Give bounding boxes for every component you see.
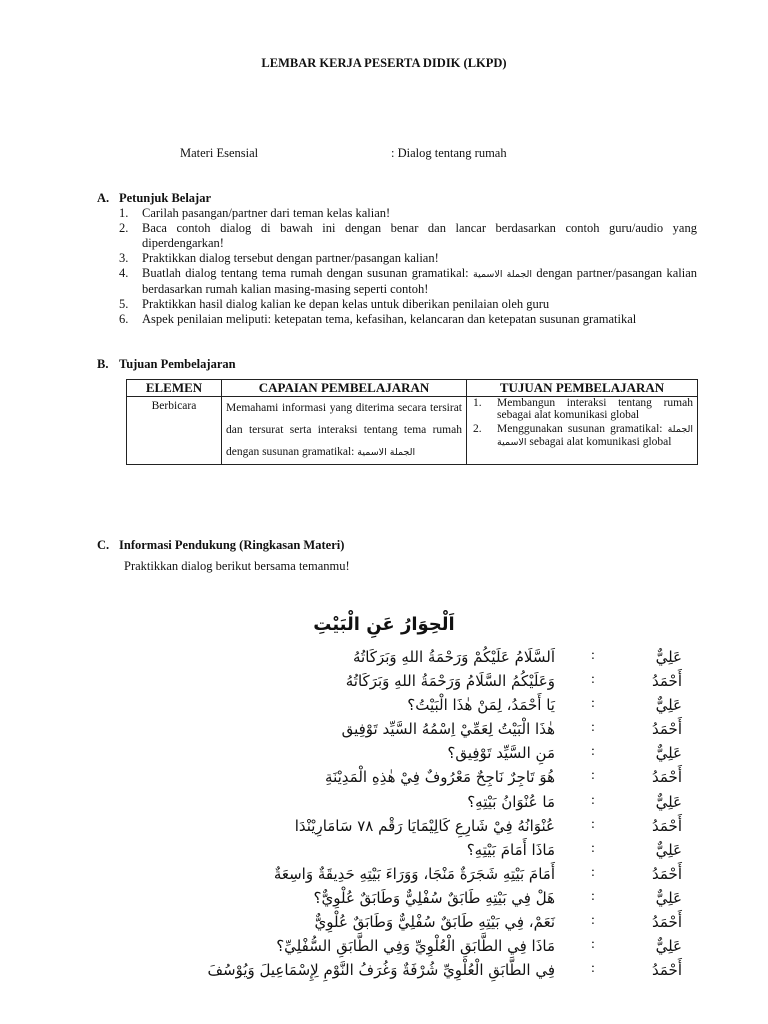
dialog-colon: : <box>591 696 595 712</box>
dialog-text: اَلسَّلَامُ عَلَيْكُمْ وَرَحْمَةُ اللهِ وَبَرَكَاتُهُ <box>353 648 555 666</box>
item-text: Aspek penilaian meliputi: ketepatan tema, kefasihan, kelancaran dan ketepatan susunan gramatikal <box>142 312 637 326</box>
item-text: Baca contoh dialog di bawah ini dengan benar dan lancar berdasarkan contoh guru/audio yang diperdengarkan! <box>142 221 697 250</box>
item-text: Praktikkan dialog tersebut dengan partner/pasangan kalian! <box>142 251 439 265</box>
dialog-text: مَا عُنْوَانُ بَيْتِهِ؟ <box>467 792 555 811</box>
dialog-colon: : <box>591 720 595 736</box>
dialog-row <box>0 648 768 672</box>
dialog-speaker: عَلِيٌّ <box>655 888 682 907</box>
dialog-speaker: عَلِيٌّ <box>655 696 682 715</box>
item-number: 6. <box>119 312 129 326</box>
section-b-heading <box>97 357 236 372</box>
tujuan-list <box>471 397 693 449</box>
dialog-colon: : <box>591 840 595 856</box>
dialog-text: أَمَامَ بَيْتِهِ شَجَرَةٌ مَنْجَا، وَوَرَاءَ بَيْتِهِ حَدِيقَةٌ وَاسِعَةٌ <box>273 864 555 883</box>
dialog-text: هٰذَا الْبَيْتُ لِعَمِّيْ اِسْمُهُ السَّيِّد تَوْفِيق <box>341 720 555 739</box>
dialog-colon: : <box>591 888 595 904</box>
section-c-heading <box>97 538 344 553</box>
dialog-text: مَاذَا أَمَامَ بَيْتِهِ؟ <box>466 840 555 859</box>
list-item <box>471 397 693 421</box>
item-text-before: Buatlah dialog tentang tema rumah dengan susunan gramatikal: <box>142 266 469 280</box>
dialog-speaker: أَحْمَدُ <box>652 864 682 883</box>
item-number: 1. <box>119 206 129 220</box>
section-letter: C. <box>97 538 110 552</box>
section-title: Informasi Pendukung (Ringkasan Materi) <box>119 538 345 552</box>
header-capaian: CAPAIAN PEMBELAJARAN <box>222 380 467 397</box>
item-number: 2. <box>119 221 129 235</box>
dialog-text: عُنْوَانُهُ فِيْ شَارِعِ كَالِيْمَايَا رَقْم ٧٨ سَامَارِيْنْدَا <box>294 816 555 835</box>
materi-value: : Dialog tentang rumah <box>391 146 507 160</box>
dialog-colon: : <box>591 792 595 808</box>
capaian-text: Memahami informasi yang diterima secara tersirat dan tersurat serta interaksi tentang tema rumah dengan susunan gramatikal: <box>226 402 462 458</box>
table-row <box>127 397 698 465</box>
item-number: 5. <box>119 297 129 311</box>
materi-label: Materi Esensial <box>180 146 259 160</box>
item-text-after: sebagai alat komunikasi global <box>529 436 672 448</box>
dialog-speaker: أَحْمَدُ <box>652 913 682 932</box>
dialog-lines <box>0 648 768 985</box>
dialog-speaker: أَحْمَدُ <box>652 816 682 835</box>
dialog-colon: : <box>591 864 595 880</box>
list-item <box>119 251 697 266</box>
arabic-term: الجملة الاسمية <box>497 424 693 448</box>
dialog-speaker: عَلِيٌّ <box>655 648 682 666</box>
dialog-speaker: أَحْمَدُ <box>652 720 682 739</box>
cell-tujuan <box>467 397 698 465</box>
dialog-speaker: أَحْمَدُ <box>652 672 682 691</box>
dialog-row <box>0 961 768 985</box>
practice-instruction: Praktikkan dialog berikut bersama temanmu! <box>124 559 350 573</box>
dialog-row <box>0 672 768 696</box>
dialog-speaker: عَلِيٌّ <box>655 744 682 763</box>
dialog-speaker: أَحْمَدُ <box>652 961 682 980</box>
dialog-text: فِي الطَّابَقِ الْعُلْوِيِّ شُرْفَةٌ وَغُرَفُ النَّوْمِ لِإِسْمَاعِيلَ وَيُوْسُفَ <box>207 961 555 980</box>
item-text: Membangun interaksi tentang rumah sebagai alat komunikasi global <box>497 397 693 421</box>
dialog-colon: : <box>591 937 595 953</box>
dialog-text: مَنِ السَّيِّد تَوْفِيق؟ <box>447 744 555 763</box>
header-elemen: ELEMEN <box>127 380 222 397</box>
dialog-text: يَا أَحْمَدُ، لِمَنْ هٰذَا الْبَيْتُ؟ <box>407 696 555 715</box>
dialog-text: نَعَمْ، فِي بَيْتِهِ طَابَقٌ سُفْلِيٌّ وَطَابَقٌ عُلْوِيٌّ <box>314 913 555 932</box>
dialog-row <box>0 768 768 792</box>
cell-elemen: Berbicara <box>127 397 222 465</box>
section-letter: A. <box>97 191 110 205</box>
section-a-heading <box>97 191 211 206</box>
item-text: Carilah pasangan/partner dari teman kelas kalian! <box>142 206 391 220</box>
section-letter: B. <box>97 357 109 371</box>
dialog-title: اَلْحِوَارُ عَنِ الْبَيْتِ <box>313 614 455 635</box>
dialog-colon: : <box>591 913 595 929</box>
item-text-after: dengan partner/pasangan kalian berdasarkan rumah kalian masing-masing seperti contoh! <box>142 266 698 296</box>
list-item <box>119 221 697 251</box>
dialog-text: وَعَلَيْكُمُ السَّلَامُ وَرَحْمَةُ اللهِ وَبَرَكَاتُهُ <box>345 672 555 691</box>
dialog-colon: : <box>591 648 595 663</box>
list-item <box>471 423 693 449</box>
list-item <box>119 266 697 297</box>
dialog-colon: : <box>591 768 595 784</box>
dialog-colon: : <box>591 816 595 832</box>
section-title: Tujuan Pembelajaran <box>119 357 236 371</box>
dialog-row <box>0 913 768 937</box>
dialog-row <box>0 817 768 841</box>
list-item <box>119 206 697 221</box>
dialog-speaker: عَلِيٌّ <box>655 840 682 859</box>
item-number: 4. <box>119 266 129 280</box>
arabic-term: الجملة الاسمية <box>357 447 416 458</box>
dialog-text: هَلْ فِي بَيْتِهِ طَابَقٌ سُفْلِيٌّ وَطَابَقٌ عُلْوِيٌّ؟ <box>313 888 555 907</box>
dialog-row <box>0 937 768 961</box>
item-number: 1. <box>473 397 482 409</box>
item-text-before: Menggunakan susunan gramatikal: <box>497 423 663 435</box>
dialog-row <box>0 889 768 913</box>
arabic-term: الجملة الاسمية <box>472 269 533 280</box>
list-item <box>119 312 697 327</box>
dialog-row <box>0 744 768 768</box>
dialog-speaker: عَلِيٌّ <box>655 937 682 956</box>
list-item <box>119 297 697 312</box>
dialog-row <box>0 865 768 889</box>
header-tujuan: TUJUAN PEMBELAJARAN <box>467 380 698 397</box>
item-number: 2. <box>473 423 482 435</box>
item-text: Praktikkan hasil dialog kalian ke depan kelas untuk diberikan penilaian oleh guru <box>142 297 550 311</box>
dialog-colon: : <box>591 961 595 977</box>
dialog-colon: : <box>591 672 595 688</box>
section-title: Petunjuk Belajar <box>119 191 212 205</box>
document-title: LEMBAR KERJA PESERTA DIDIK (LKPD) <box>261 56 507 70</box>
instruction-list <box>119 206 697 327</box>
dialog-row <box>0 696 768 720</box>
dialog-speaker: عَلِيٌّ <box>655 792 682 811</box>
item-number: 3. <box>119 251 129 265</box>
dialog-row <box>0 720 768 744</box>
dialog-speaker: أَحْمَدُ <box>652 768 682 787</box>
dialog-row <box>0 793 768 817</box>
dialog-row <box>0 841 768 865</box>
table-header-row <box>127 380 698 397</box>
learning-objectives-table <box>126 379 698 465</box>
cell-capaian <box>222 397 467 465</box>
dialog-text: مَاذَا فِي الطَّابَقِ الْعُلْوِيِّ وَفِي الطَّابَقِ السُّفْلِيِّ؟ <box>276 937 555 956</box>
dialog-text: هُوَ تَاجِرٌ نَاجِحٌ مَعْرُوفٌ فِيْ هٰذِهِ الْمَدِيْنَةِ <box>325 768 555 787</box>
dialog-colon: : <box>591 744 595 760</box>
